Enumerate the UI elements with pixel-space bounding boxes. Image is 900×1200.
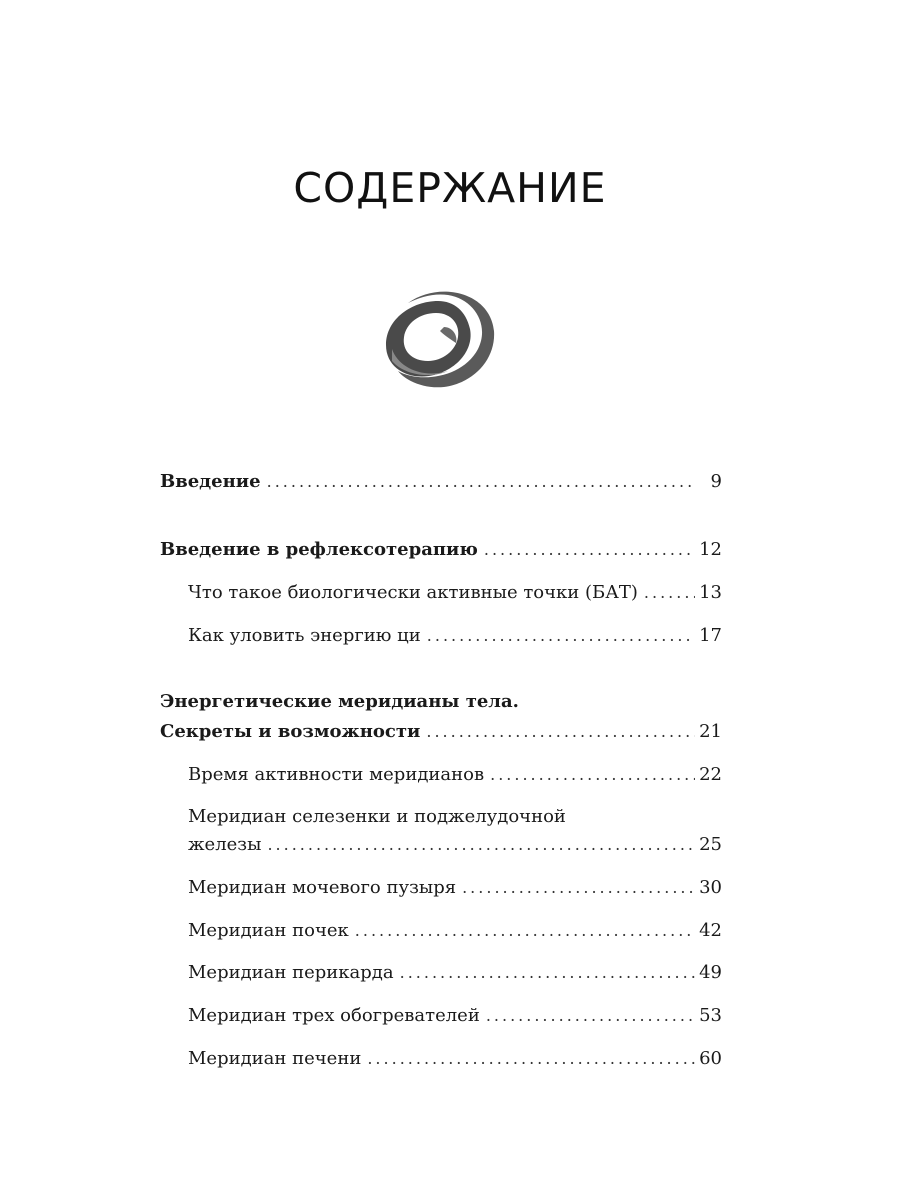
toc-page-number: 12 — [699, 539, 722, 560]
toc-leader-dots — [267, 469, 696, 495]
toc-entry-reflexotherapy[interactable] — [160, 537, 722, 563]
toc-page-number: 17 — [699, 625, 722, 646]
toc-leader-dots — [427, 623, 695, 649]
swirl-emblem-icon — [378, 283, 502, 395]
page-title: СОДЕРЖАНИЕ — [293, 164, 607, 212]
toc-entry-title: Меридиан перикарда — [188, 962, 394, 983]
toc-entry-spleen-line1[interactable]: Меридиан селезенки и поджелудочной — [188, 806, 566, 827]
toc-page-number: 42 — [699, 920, 722, 941]
toc-leader-dots — [486, 1003, 695, 1029]
toc-entry-title: Меридиан печени — [188, 1048, 362, 1069]
toc-entry-bladder[interactable] — [188, 875, 722, 901]
toc-entry-title: Меридиан почек — [188, 920, 349, 941]
toc-entry-triple-heater[interactable] — [188, 1003, 722, 1029]
toc-leader-dots — [490, 762, 695, 788]
toc-entry-pericardium[interactable] — [188, 960, 722, 986]
toc-leader-dots — [644, 580, 695, 606]
toc-leader-dots — [484, 537, 695, 563]
toc-leader-dots — [355, 918, 695, 944]
toc-leader-dots — [426, 719, 695, 745]
toc-entry-title: Время активности меридианов — [188, 764, 485, 785]
toc-entry-activity-time[interactable] — [188, 762, 722, 788]
toc-entry-meridians[interactable] — [160, 719, 722, 745]
toc-leader-dots — [367, 1046, 695, 1072]
toc-entry-title: Как уловить энергию ци — [188, 625, 421, 646]
toc-page-number: 21 — [699, 721, 722, 742]
toc-leader-dots — [267, 832, 695, 858]
toc-entry-title: Введение — [160, 471, 261, 492]
toc-entry-title: Секреты и возможности — [160, 721, 421, 742]
toc-page-number: 53 — [699, 1005, 722, 1026]
toc-entry-title: Меридиан трех обогревателей — [188, 1005, 480, 1026]
toc-entry-kidneys[interactable] — [188, 918, 722, 944]
toc-entry-title: Меридиан мочевого пузыря — [188, 877, 457, 898]
toc-entry-title: Введение в рефлексотерапию — [160, 539, 478, 560]
toc-page-number: 13 — [699, 582, 722, 603]
toc-entry-spleen[interactable] — [188, 832, 722, 858]
toc-page-number: 49 — [699, 962, 722, 983]
toc-entry-title: Что такое биологически активные точки (БАТ) — [188, 582, 638, 603]
toc-page-number: 25 — [699, 834, 722, 855]
toc-entry-bat[interactable] — [188, 580, 722, 606]
toc-entry-meridians-line1[interactable]: Энергетические меридианы тела. — [160, 691, 519, 712]
toc-page-number: 22 — [699, 764, 722, 785]
toc-page-number: 60 — [699, 1048, 722, 1069]
toc-page-number: 30 — [699, 877, 722, 898]
toc-entry-liver[interactable] — [188, 1046, 722, 1072]
toc-entry-qi[interactable] — [188, 623, 722, 649]
toc-page-number: 9 — [710, 471, 722, 492]
toc-leader-dots — [462, 875, 695, 901]
toc-entry-intro[interactable] — [160, 469, 722, 495]
toc-leader-dots — [400, 960, 695, 986]
toc-entry-title: железы — [188, 834, 262, 855]
